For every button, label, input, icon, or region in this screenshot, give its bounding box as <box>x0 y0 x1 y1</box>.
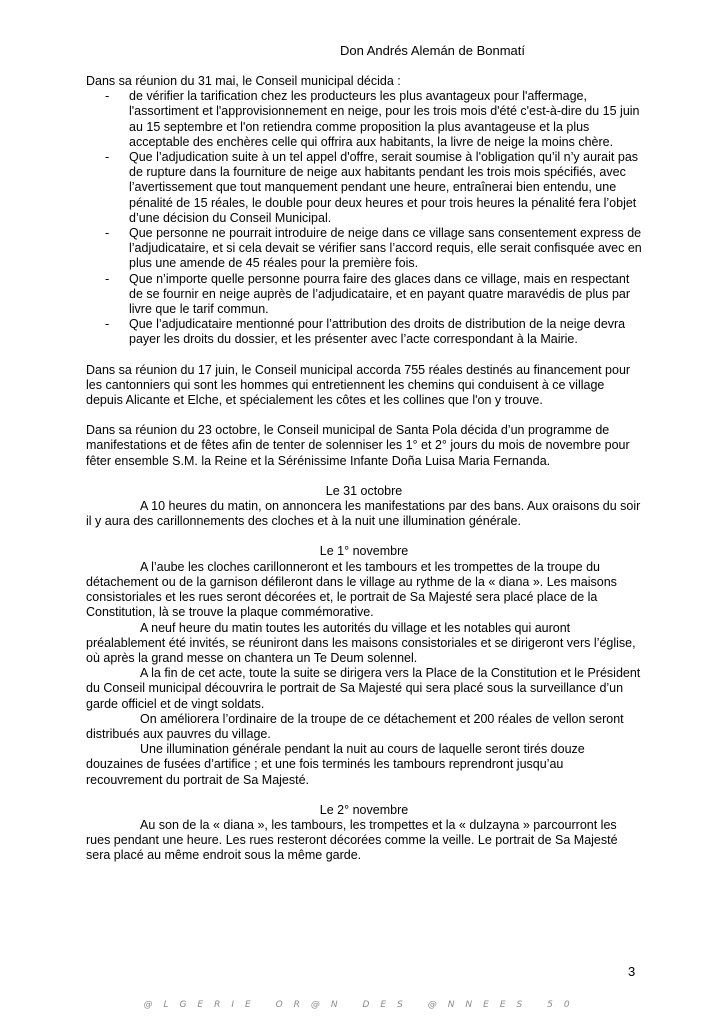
decision-item: - Que personne ne pourrait introduire de neige dans ce village sans consentement express de l’adjudicataire, et si cela devait se vérifier sans l’accord requis, elle serait confisquée avec en plus une amende de 45 réales pour la première fois. <box>129 226 642 272</box>
section-heading-oct31: Le 31 octobre <box>325 483 403 498</box>
section-paragraph: A l’aube les cloches carillonneront et les tambours et les trompettes de la troupe du détachement ou de la garnison défileront dans le village au rythme de la « diana ». Les maisons consistoriales et les rues seront décorées et, le portrait de Sa Majesté sera placé place de la Constitution, là se trouve la plaque commémorative. <box>86 559 617 620</box>
document-body <box>86 74 642 864</box>
section-heading-nov1: Le 1° novembre <box>319 544 409 559</box>
decision-item: - Que l’adjudication suite à un tel appel d'offre, serait soumise à l'obligation qu’il n’y aurait pas de rupture dans la fourniture de neige aux habitants pendant les trois mois spécifiés, avec l’avertissement que tout manquement pendant une heure, entraînerai bien entendu, une pénalité de 15 réales, le double pour deux heures et pour trois heures la pénalité fera l’objet d’une décision du Conseil Municipal. <box>129 150 642 226</box>
section-paragraph: Au son de la « diana », les tambours, les trompettes et la « dulzayna » parcourront les rues pendant une heure. Les rues resteront décorées comme la veille. Le portrait de Sa Majesté sera placé au même endroit sous la même garde. <box>86 817 618 863</box>
decision-item: - de vérifier la tarification chez les producteurs les plus avantageux pour l'affermage, l'assortiment et l'approvisionnement en neige, pour les trois mois d'été c'est-à-dire du 15 juin au 15 septembre et l'on retiendra comme proposition la plus avantageuse et la plus acceptable des enchères celle qui offrira aux habitants, la livre de neige la moins chère. <box>129 89 642 150</box>
section-paragraph: On améliorera l’ordinaire de la troupe de ce détachement et 200 réales de vellon seront distribués aux pauvres du village. <box>86 711 624 741</box>
decision-item: - Que l’adjudicataire mentionné pour l’attribution des droits de distribution de la neige devra payer les droits du dossier, et les présenter avec l’acte correspondant à la Mairie. <box>129 317 642 347</box>
intro-paragraph: Dans sa réunion du 31 mai, le Conseil municipal décida : <box>86 74 401 88</box>
page-header-author: Don Andrés Alemán de Bonmatí <box>340 43 526 58</box>
section-heading-nov2: Le 2° novembre <box>319 802 409 817</box>
footer-watermark: @LGERIE OR@N DES @NNEES 50 <box>143 1000 581 1010</box>
paragraph-june: Dans sa réunion du 17 juin, le Conseil municipal accorda 755 réales destinés au financement pour les cantonniers qui sont les hommes qui entretiennent les chemins qui conduisent à ce village depuis Alicante et Elche, et spécialement les côtes et les collines que l'on y trouve. <box>86 362 631 408</box>
paragraph-october: Dans sa réunion du 23 octobre, le Conseil municipal de Santa Pola décida d’un programme de manifestations et de fêtes afin de tenter de solenniser les 1° et 2° jours du mois de novembre pour fêter ensemble S.M. la Reine et la Sérénissime Infante Doña Luisa Maria Fernanda. <box>86 423 630 468</box>
section-paragraph: Une illumination générale pendant la nuit au cours de laquelle seront tirés douze douzaines de fusées d’artifice ; et une fois terminés les tambours reprendront jusqu’au recouvrement du portrait de Sa Majesté. <box>86 742 585 787</box>
section-paragraph: A la fin de cet acte, toute la suite se dirigera vers la Place de la Constitution et le Président du Conseil municipal découvrira le portrait de Sa Majesté qui sera placé sous la surveillance d’un garde officiel et de vingt soldats. <box>86 666 641 711</box>
section-paragraph: A 10 heures du matin, on annoncera les manifestations par des bans. Aux oraisons du soir il y aura des carillonnements des cloches et à la nuit une illumination générale. <box>86 499 641 529</box>
page-number: 3 <box>628 964 636 979</box>
section-paragraph: A neuf heure du matin toutes les autorités du village et les notables qui auront préalablement été invités, se réuniront dans les maisons consistoriales et se dirigeront vers l’église, où après la grand messe on chantera un Te Deum solennel. <box>86 620 636 665</box>
decision-list <box>86 89 642 347</box>
decision-item: - Que n’importe quelle personne pourra faire des glaces dans ce village, mais en respectant de se fournir en neige auprès de l’adjudicataire, et en payant quatre maravédis de plus par livre que le tarif commun. <box>129 272 642 318</box>
